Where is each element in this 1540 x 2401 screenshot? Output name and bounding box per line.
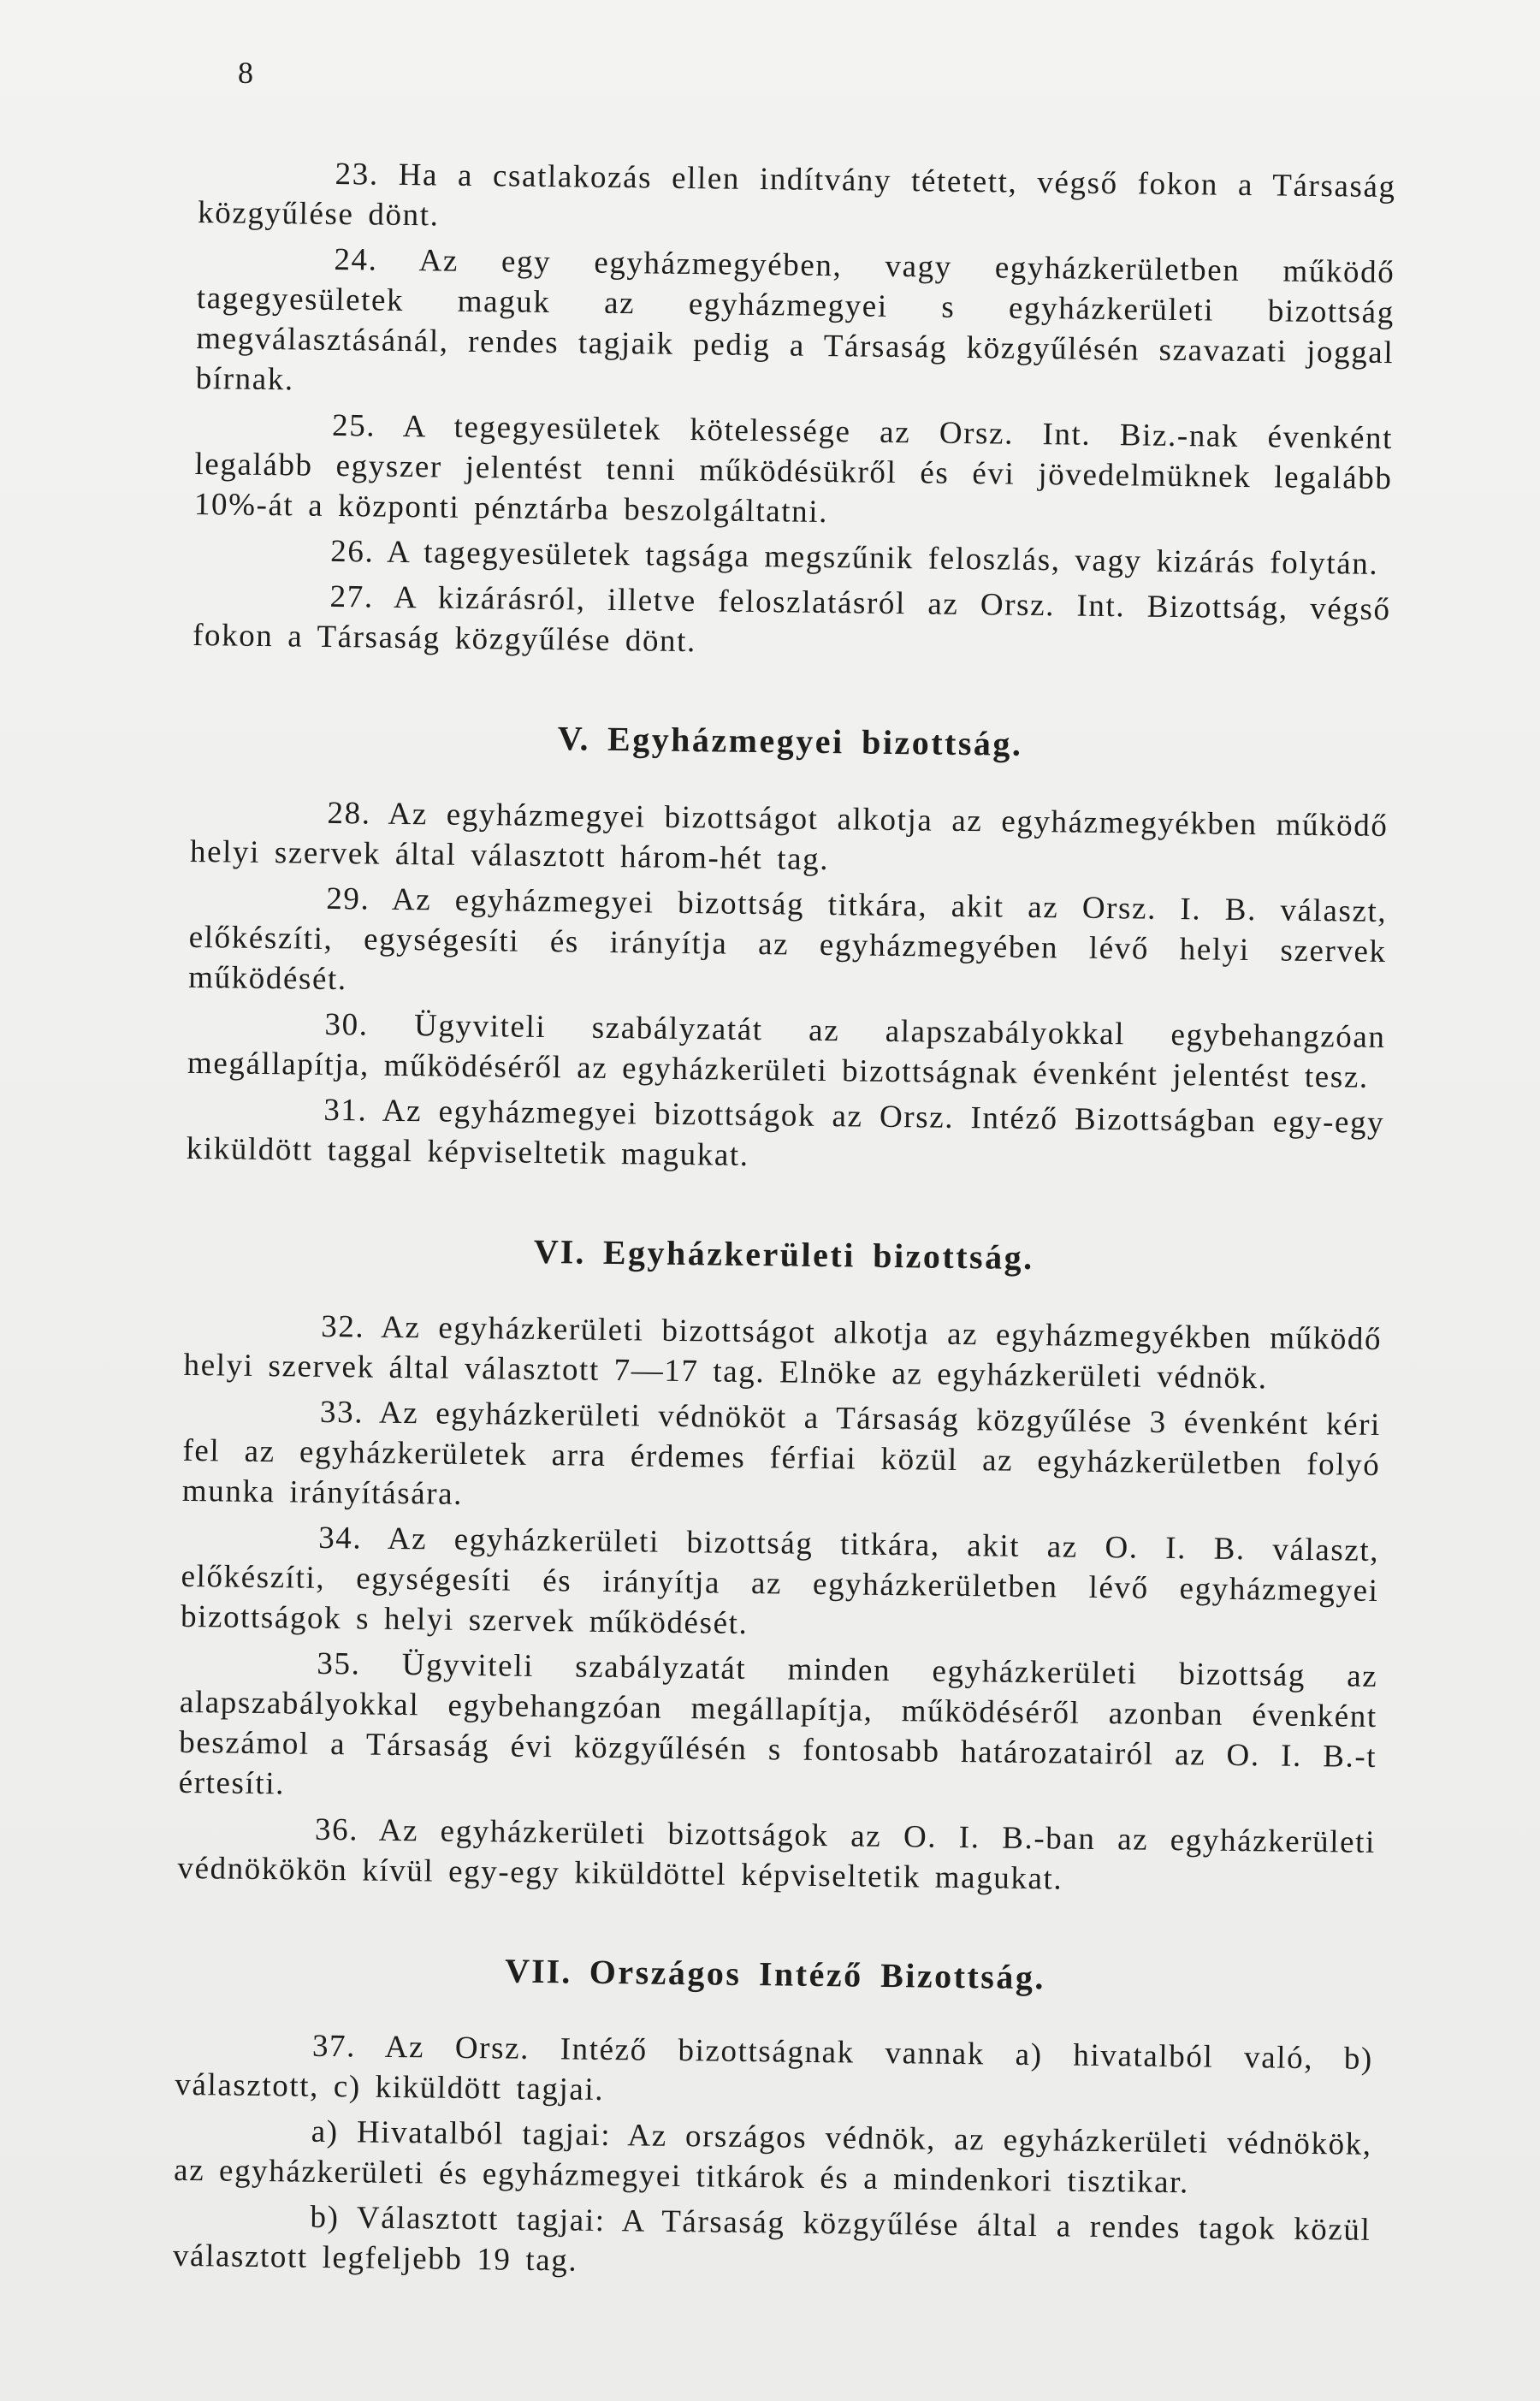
paragraph-30: 30. Ügyviteli szabályzatát az alapszabályokkal egybehangzóan megállapítja, működéséről az egyházkerületi bizottságnak évenként jelentést tesz. bbox=[187, 1006, 1386, 1095]
paragraph-35: 35. Ügyviteli szabályzatát minden egyházkerületi bizottság az alapszabályokkal egybehangzóan megállapítja, működéséről azonban évenként beszámol a Társaság évi közgyűlésén s fontosabb határozatairól az O. I. B.-t értesíti. bbox=[178, 1645, 1378, 1802]
paragraph-24: 24. Az egy egyházmegyében, vagy egyházkerületben működő tagegyesületek maguk az egyházmegyei s egyházkerületi bizottság megválasztásánál, rendes tagjaik pedig a Társaság közgyűlésén szavazati joggal bírnak. bbox=[195, 241, 1395, 398]
paragraph-37: 37. Az Orsz. Intéző bizottságnak vannak a) hivatalból való, b) választott, c) kiküldött tagjai. bbox=[175, 2028, 1374, 2108]
section-numeral: V. bbox=[557, 719, 590, 758]
document-body bbox=[173, 152, 1396, 2291]
paragraph-37b: b) Választott tagjai: A Társaság közgyűlése által a rendes tagok közül választott legfeljebb 19 tag. bbox=[172, 2199, 1371, 2279]
paragraph-29: 29. Az egyházmegyei bizottság titkára, akit az Orsz. I. B. választ, előkészíti, egységesíti és irányítja az egyházmegyében lévő helyi szervek működését. bbox=[187, 880, 1388, 998]
section-heading-vi bbox=[185, 1227, 1383, 1282]
page-number: 8 bbox=[238, 56, 254, 90]
section-title: Egyházmegyei bizottság. bbox=[607, 719, 1023, 763]
section-title: Egyházkerületi bizottság. bbox=[602, 1232, 1034, 1278]
section-heading-vii bbox=[176, 1947, 1374, 2001]
paragraph-32: 32. Az egyházkerületi bizottságot alkotja az egyházmegyékben működő helyi szervek által választott 7—17 tag. Elnöke az egyházkerületi védnök. bbox=[183, 1308, 1383, 1396]
paragraph-33: 33. Az egyházkerületi védnököt a Társaság közgyűlése 3 évenként kéri fel az egyházkerületek arra érdemes férfiai közül az egyházkerületben folyó munka irányítására. bbox=[181, 1394, 1382, 1512]
paragraph-23: 23. Ha a csatlakozás ellen indítvány tétetett, végső fokon a Társaság közgyűlése dönt. bbox=[197, 156, 1396, 234]
paragraph-37a: a) Hivatalból tagjai: Az országos védnök, az egyházkerületi védnökök, az egyházkerületi és egyházmegyei titkárok és a mindenkori tisztikar. bbox=[173, 2113, 1372, 2201]
paragraph-25: 25. A tegegyesületek kötelessége az Orsz. Int. Biz.-nak évenként legalább egyszer jelentést tenni működésükről és évi jövedelmüknek legalább 10%-át a központi pénztárba beszolgáltatni. bbox=[193, 407, 1394, 531]
paragraph-34: 34. Az egyházkerületi bizottság titkára, akit az O. I. B. választ, előkészíti, egységesíti és irányítja az egyházkerületben lévő egyházmegyei bizottságok s helyi szervek működését. bbox=[180, 1520, 1380, 1641]
paragraph-28: 28. Az egyházmegyei bizottságot alkotja az egyházmegyékben működő helyi szervek által választott három-hét tag. bbox=[189, 795, 1389, 878]
paragraph-27: 27. A kizárásról, illetve feloszlatásról az Orsz. Int. Bizottság, végső fokon a Társaság közgyűlése dönt. bbox=[192, 578, 1391, 660]
section-title: Országos Intéző Bizottság. bbox=[589, 1952, 1046, 1997]
paragraph-36: 36. Az egyházkerületi bizottságok az O. I. B.-ban az egyházkerületi védnökökön kívül egy-egy kiküldöttel képviseltetik magukat. bbox=[177, 1811, 1377, 1897]
paragraph-26: 26. A tagegyesületek tagsága megszűnik feloszlás, vagy kizárás folytán. bbox=[330, 533, 1379, 582]
paragraph-31: 31. Az egyházmegyei bizottságok az Orsz. Intéző Bizottságban egy-egy kiküldött taggal képviseltetik magukat. bbox=[186, 1092, 1385, 1173]
section-numeral: VI. bbox=[533, 1231, 586, 1272]
section-heading-v bbox=[191, 714, 1389, 768]
section-numeral: VII. bbox=[504, 1951, 572, 1991]
